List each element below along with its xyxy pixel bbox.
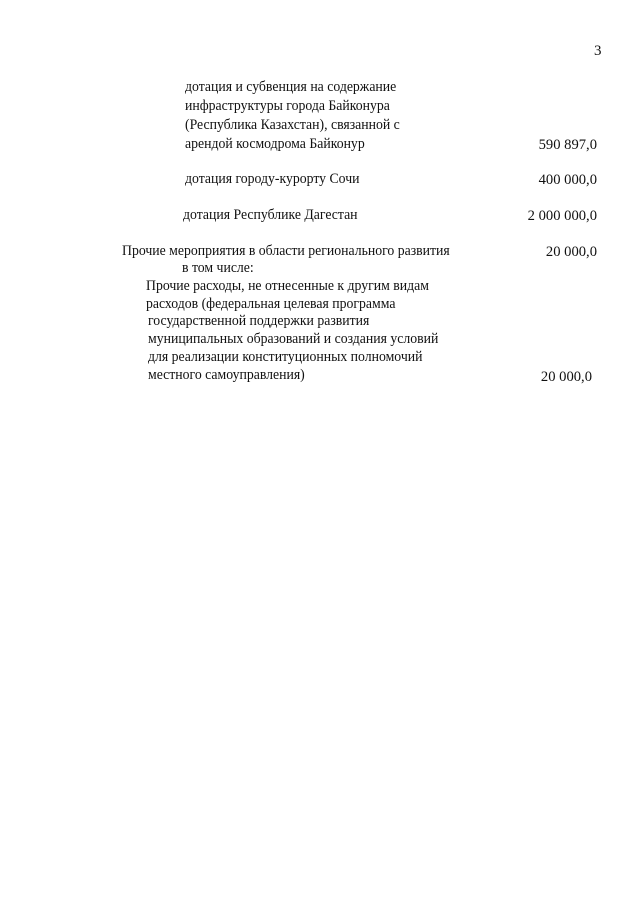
item-text-line: дотация и субвенция на содержание (185, 79, 397, 95)
item-text-line: инфраструктуры города Байконура (185, 98, 390, 114)
item-text-line: Прочие расходы, не отнесенные к другим видам (146, 278, 429, 294)
item-amount: 2 000 000,0 (527, 208, 597, 224)
item-amount: 590 897,0 (538, 137, 597, 153)
item-text-line: дотация Республике Дагестан (183, 207, 358, 223)
item-amount: 20 000,0 (540, 369, 592, 385)
item-text-line: расходов (федеральная целевая программа (146, 296, 396, 312)
item-amount: 400 000,0 (538, 172, 597, 188)
item-amount: 20 000,0 (545, 244, 597, 260)
item-text-line: местного самоуправления) (148, 367, 305, 383)
item-text-line: (Республика Казахстан), связанной с (185, 117, 400, 133)
item-text-line: муниципальных образований и создания условий (148, 331, 439, 347)
item-text-line: для реализации конституционных полномочий (148, 349, 423, 365)
item-text-line: государственной поддержки развития (148, 313, 370, 329)
item-text-line: Прочие мероприятия в области регионального развития (122, 243, 450, 259)
page-number: 3 (594, 43, 602, 59)
item-text-line: в том числе: (182, 260, 254, 276)
item-text-line: дотация городу-курорту Сочи (185, 171, 360, 187)
item-text-line: арендой космодрома Байконур (185, 136, 365, 152)
